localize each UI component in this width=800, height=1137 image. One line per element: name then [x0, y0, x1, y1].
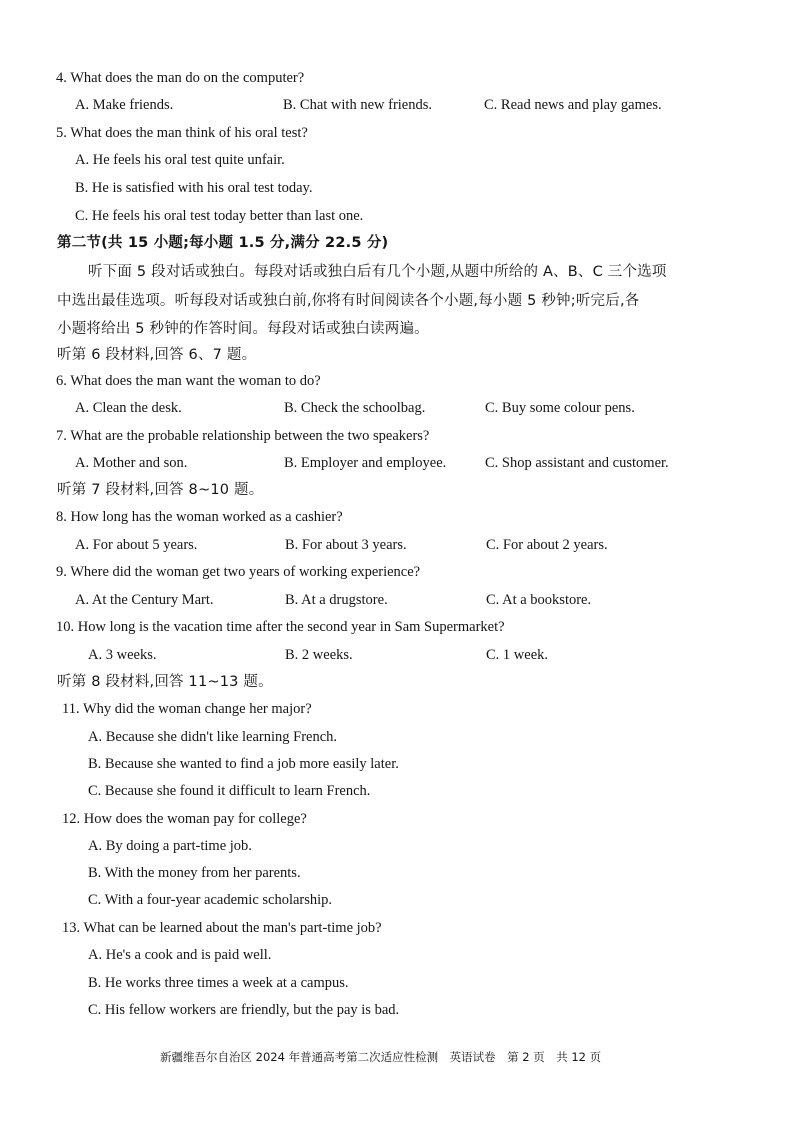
question-11-option-c: C. Because she found it difficult to learn French.	[88, 783, 371, 799]
question-8-stem: 8. How long has the woman worked as a cashier?	[56, 509, 343, 525]
question-7-stem: 7. What are the probable relationship between the two speakers?	[56, 428, 430, 444]
question-10-option-a: A. 3 weeks.	[88, 647, 157, 663]
question-10-stem: 10. How long is the vacation time after the second year in Sam Supermarket?	[56, 619, 505, 635]
question-4-option-b: B. Chat with new friends.	[283, 97, 433, 113]
question-5-stem: 5. What does the man think of his oral test?	[56, 125, 308, 141]
question-12-option-a: A. By doing a part-time job.	[88, 838, 252, 854]
question-11-option-a: A. Because she didn't like learning French.	[88, 729, 338, 745]
section-2-title: 第二节(共 15 小题;每小题 1.5 分,满分 22.5 分)	[57, 235, 389, 251]
question-11-option-b: B. Because she wanted to find a job more easily later.	[88, 756, 399, 772]
question-10-option-c: C. 1 week.	[486, 647, 549, 663]
question-13-option-c: C. His fellow workers are friendly, but the pay is bad.	[88, 1002, 400, 1018]
question-7-option-b: B. Employer and employee.	[284, 455, 447, 471]
question-12-option-c: C. With a four-year academic scholarship.	[88, 892, 333, 908]
question-4-option-a: A. Make friends.	[75, 97, 174, 113]
material-8-heading: 听第 8 段材料,回答 11~13 题。	[57, 674, 273, 690]
question-6-option-b: B. Check the schoolbag.	[284, 400, 426, 416]
question-4-option-c: C. Read news and play games.	[484, 97, 662, 113]
material-7-heading: 听第 7 段材料,回答 8~10 题。	[57, 482, 264, 498]
question-9-option-a: A. At the Century Mart.	[75, 592, 214, 608]
question-9-option-b: B. At a drugstore.	[285, 592, 388, 608]
section-2-instruction-1: 听下面 5 段对话或独白。每段对话或独白后有几个小题,从题中所给的 A、B、C 三个选项	[88, 264, 667, 280]
question-12-option-b: B. With the money from her parents.	[88, 865, 301, 881]
question-11-stem: 11. Why did the woman change her major?	[62, 701, 312, 717]
question-5-option-a: A. He feels his oral test quite unfair.	[75, 152, 285, 168]
question-7-option-c: C. Shop assistant and customer.	[485, 455, 669, 471]
question-5-option-b: B. He is satisfied with his oral test today.	[75, 180, 313, 196]
question-12-stem: 12. How does the woman pay for college?	[62, 811, 307, 827]
question-9-stem: 9. Where did the woman get two years of working experience?	[56, 564, 421, 580]
section-2-instruction-3: 小题将给出 5 秒钟的作答时间。每段对话或独白读两遍。	[57, 321, 429, 337]
question-9-option-c: C. At a bookstore.	[486, 592, 592, 608]
question-5-option-c: C. He feels his oral test today better than last one.	[75, 208, 364, 224]
question-13-option-a: A. He's a cook and is paid well.	[88, 947, 272, 963]
section-2-instruction-2: 中选出最佳选项。听每段对话或独白前,你将有时间阅读各个小题,每小题 5 秒钟;听完后,各	[57, 293, 640, 309]
material-6-heading: 听第 6 段材料,回答 6、7 题。	[57, 347, 257, 363]
page-footer: 新疆维吾尔自治区 2024 年普通高考第二次适应性检测 英语试卷 第 2 页 共 12 页	[160, 1050, 602, 1064]
question-7-option-a: A. Mother and son.	[75, 455, 188, 471]
question-13-stem: 13. What can be learned about the man's part-time job?	[62, 920, 382, 936]
question-6-stem: 6. What does the man want the woman to do?	[56, 373, 321, 389]
question-6-option-c: C. Buy some colour pens.	[485, 400, 635, 416]
question-13-option-b: B. He works three times a week at a campus.	[88, 975, 349, 991]
question-10-option-b: B. 2 weeks.	[285, 647, 353, 663]
question-4-stem: 4. What does the man do on the computer?	[56, 70, 305, 86]
question-8-option-a: A. For about 5 years.	[75, 537, 198, 553]
question-8-option-b: B. For about 3 years.	[285, 537, 407, 553]
question-6-option-a: A. Clean the desk.	[75, 400, 182, 416]
question-8-option-c: C. For about 2 years.	[486, 537, 608, 553]
